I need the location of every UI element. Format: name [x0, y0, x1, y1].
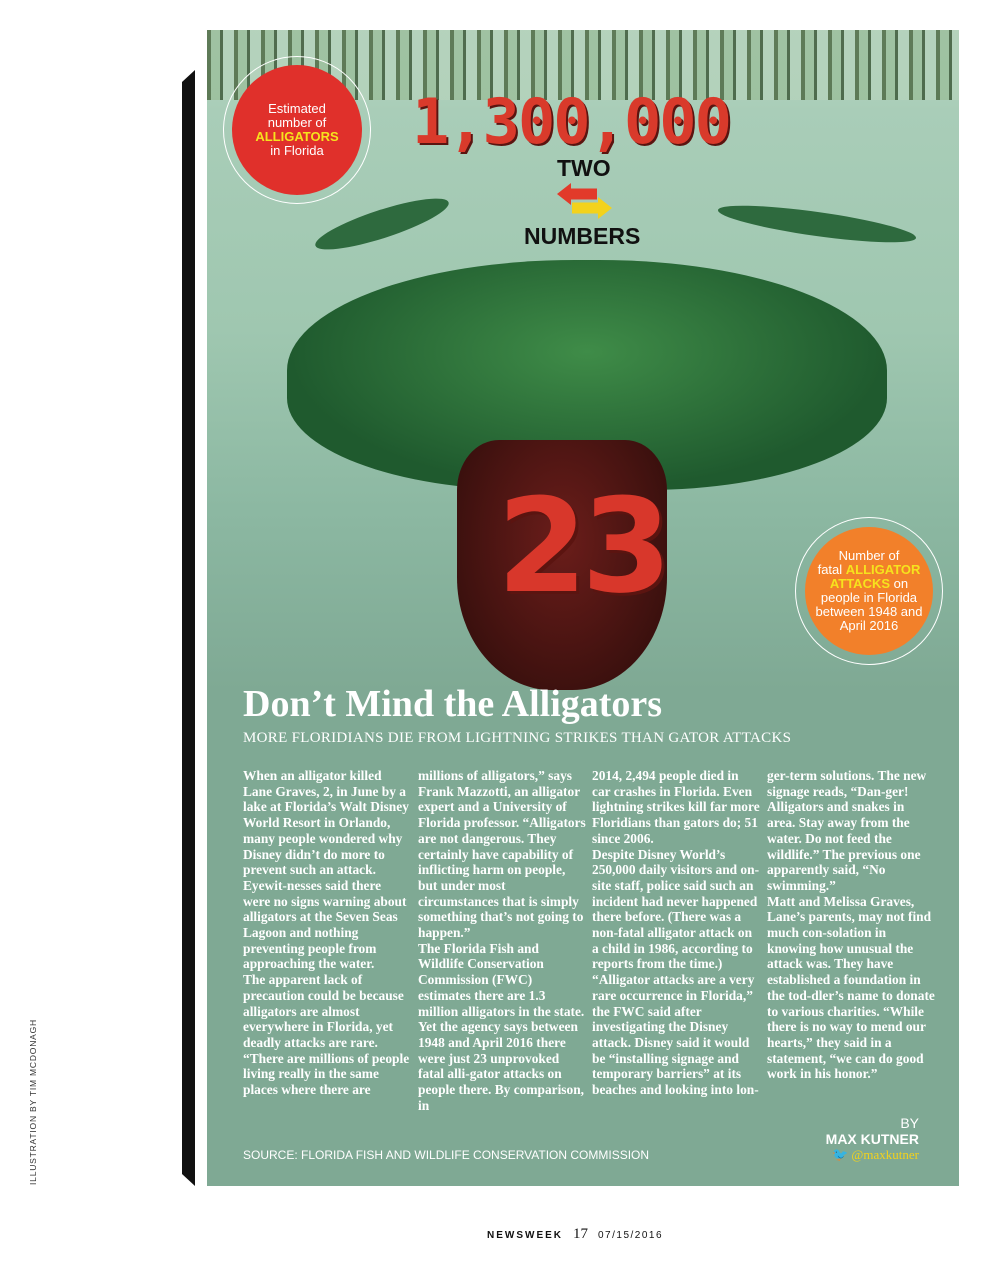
source-note: SOURCE: FLORIDA FISH AND WILDLIFE CONSERVATION COMMISSION	[243, 1148, 650, 1162]
callout-text: people in Florida	[820, 590, 918, 605]
headline: Don’t Mind the Alligators	[243, 683, 663, 725]
subhead: MORE FLORIDIANS DIE FROM LIGHTNING STRIKES THAN GATOR ATTACKS	[243, 730, 792, 746]
black-margin-bar	[182, 70, 195, 1186]
body-column-1: When an alligator killed Lane Graves, 2, in June by a lake at Florida’s Walt Disney World Resort in Orlando, many people wondered why Disney didn’t do more to prevent such an attack. Eyewit-nesses said there were no signs warning about alligators at the Seven Seas Lagoon and nothing preventing people from approaching the water. The apparent lack of precaution could be because alligators are almost everywhere in Florida, yet deadly attacks are rare. “There are millions of people living really in the same places where there are	[243, 768, 410, 1098]
byline	[826, 1115, 919, 1163]
magazine-name: NEWSWEEK	[487, 1230, 563, 1241]
yellow-arrow-icon	[572, 197, 612, 219]
callout-highlight: ALLIGATOR	[845, 562, 921, 577]
alligator-count-callout	[232, 65, 362, 195]
byline-by: BY	[900, 1115, 919, 1131]
issue-date: 07/15/2016	[598, 1230, 664, 1241]
body-column-4: ger-term solutions. The new signage reads, “Dan-ger! Alligators and snakes in area. Stay away from the water. Do not feed the wildlife.” The previous one apparently said, “No swimming.” Matt and Melissa Graves, Lane’s parents, may not find much con-solation in knowing how unusual the attack was. They have established a foundation in the tod-dler’s name to donate to various charities. “While there is no way to mend our hearts,” they said in a statement, “we can do good work in his honor.”	[767, 768, 935, 1082]
two-label: TWO	[557, 155, 611, 181]
illustration-credit: ILLUSTRATION BY TIM MCDONAGH	[28, 1019, 38, 1185]
alligator-count: 1,300,000	[412, 85, 730, 158]
callout-text: between 1948 and	[815, 604, 923, 619]
fatal-attack-count: 23	[497, 470, 666, 622]
callout-text: number of	[267, 115, 327, 130]
author-twitter[interactable]	[826, 1147, 919, 1163]
page-footer	[487, 1226, 663, 1243]
fatal-attacks-callout	[805, 527, 933, 655]
callout-text: fatal	[817, 562, 843, 577]
background-alligator-right	[716, 198, 917, 250]
twitter-handle: @maxkutner	[851, 1147, 919, 1162]
twitter-bird-icon: 🐦	[831, 1147, 849, 1162]
callout-text: Estimated	[268, 101, 326, 116]
callout-highlight: ATTACKS	[829, 576, 891, 591]
body-column-2: millions of alligators,” says Frank Mazzotti, an alligator expert and a University of Florida professor. “Alligators are not dangerous. They certainly have capability of inflicting harm on people, but under most circumstances that is simply something that’s not going to happen.” The Florida Fish and Wildlife Conservation Commission (FWC) estimates there are 1.3 million alligators in the state. Yet the agency says between 1948 and April 2016 there were just 23 unprovoked fatal alli-gator attacks on people there. By comparison, in	[418, 768, 586, 1113]
numbers-label: NUMBERS	[524, 223, 641, 249]
article-panel	[207, 30, 959, 1186]
alligator-illustration	[207, 30, 959, 690]
red-arrow-icon	[557, 183, 597, 205]
callout-text: April 2016	[839, 618, 899, 633]
callout-text: on	[893, 576, 909, 591]
callout-text: Number of	[838, 548, 900, 563]
callout-highlight: ALLIGATORS	[255, 129, 339, 144]
background-alligator-left	[311, 189, 453, 259]
page-number: 17	[573, 1226, 588, 1242]
author-name: MAX KUTNER	[825, 1131, 919, 1147]
body-column-3: 2014, 2,494 people died in car crashes in Florida. Even lightning strikes kill far more Floridians than gators do; 51 since 2006. Despite Disney World’s 250,000 daily visitors and on-site staff, police said such an incident had never happened there before. (There was a non-fatal alligator attack on a child in 1986, according to reports from the time.) “Alligator attacks are a very rare occurrence in Florida,” the FWC said after investigating the Disney attack. Disney said it would be “installing signage and temporary barriers” at its beaches and looking into lon-	[592, 768, 760, 1098]
callout-text: in Florida	[270, 143, 324, 158]
